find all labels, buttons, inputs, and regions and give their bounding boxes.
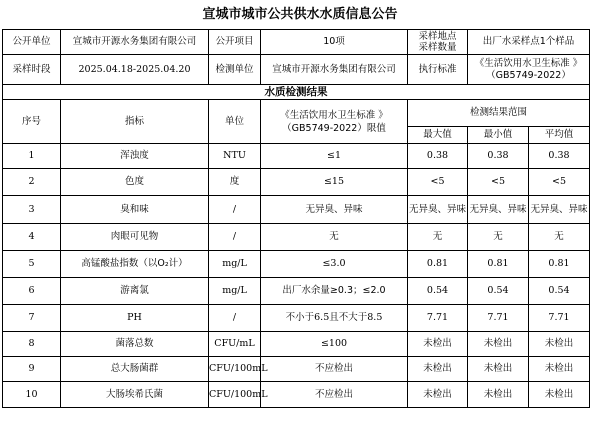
header-seq: 序号 — [3, 100, 61, 144]
row-limit: ≤15 — [261, 169, 408, 196]
row-unit: 度 — [209, 169, 261, 196]
header-standard — [261, 100, 408, 144]
info-value-period: 2025.04.18-2025.04.20 — [61, 55, 209, 85]
table-row — [3, 357, 590, 382]
table-row — [3, 169, 590, 196]
row-min: 未检出 — [468, 357, 529, 382]
row-limit: 不小于6.5且不大于8.5 — [261, 305, 408, 332]
table-row — [3, 305, 590, 332]
row-seq: 4 — [3, 224, 61, 251]
table-row — [3, 278, 590, 305]
info-label-lab: 检测单位 — [209, 55, 261, 85]
header-row-1 — [3, 100, 590, 127]
row-unit: mg/L — [209, 251, 261, 278]
header-indicator: 指标 — [61, 100, 209, 144]
row-unit: CFU/mL — [209, 332, 261, 357]
row-max: 未检出 — [408, 382, 468, 408]
row-limit: 不应检出 — [261, 382, 408, 408]
page-title: 宣城市城市公共供水水质信息公告 — [202, 7, 398, 22]
info-value-standard-text: 《生活饮用水卫生标准 》 （GB5749-2022） — [474, 57, 583, 81]
row-seq: 3 — [3, 196, 61, 224]
row-max: 7.71 — [408, 305, 468, 332]
info-label-sampling-site-text: 采样地点 采样数量 — [418, 31, 457, 53]
table-row — [3, 196, 590, 224]
header-avg: 平均值 — [529, 127, 590, 144]
row-min: 0.54 — [468, 278, 529, 305]
row-max: <5 — [408, 169, 468, 196]
row-avg: 7.71 — [529, 305, 590, 332]
table-row — [3, 332, 590, 357]
row-unit: / — [209, 305, 261, 332]
row-limit: 不应检出 — [261, 357, 408, 382]
row-unit: NTU — [209, 144, 261, 169]
row-min: 0.38 — [468, 144, 529, 169]
row-indicator: 色度 — [61, 169, 209, 196]
row-limit: 出厂水余量≥0.3；≤2.0 — [261, 278, 408, 305]
row-seq: 9 — [3, 357, 61, 382]
row-indicator: 总大肠菌群 — [61, 357, 209, 382]
row-max: 未检出 — [408, 357, 468, 382]
header-unit: 单位 — [209, 100, 261, 144]
header-min: 最小值 — [468, 127, 529, 144]
row-min: 无 — [468, 224, 529, 251]
info-value-items: 10项 — [261, 30, 408, 55]
row-avg: 0.54 — [529, 278, 590, 305]
row-avg: 未检出 — [529, 382, 590, 408]
row-seq: 8 — [3, 332, 61, 357]
info-label-items: 公开项目 — [209, 30, 261, 55]
row-indicator: 肉眼可见物 — [61, 224, 209, 251]
row-unit: CFU/100mL — [209, 357, 261, 382]
row-min: 7.71 — [468, 305, 529, 332]
row-max: 0.54 — [408, 278, 468, 305]
row-limit: ≤1 — [261, 144, 408, 169]
info-row-period — [3, 55, 590, 85]
row-max: 无 — [408, 224, 468, 251]
row-avg: 未检出 — [529, 332, 590, 357]
row-seq: 7 — [3, 305, 61, 332]
info-value-standard — [468, 55, 590, 85]
section-row — [3, 85, 590, 100]
row-seq: 2 — [3, 169, 61, 196]
row-min: <5 — [468, 169, 529, 196]
row-min: 0.81 — [468, 251, 529, 278]
row-indicator: 浑浊度 — [61, 144, 209, 169]
row-avg: 0.38 — [529, 144, 590, 169]
row-seq: 1 — [3, 144, 61, 169]
row-min: 未检出 — [468, 332, 529, 357]
info-label-publisher: 公开单位 — [3, 30, 61, 55]
info-value-publisher: 宣城市开源水务集团有限公司 — [61, 30, 209, 55]
row-unit: / — [209, 196, 261, 224]
row-max: 无异臭、异味 — [408, 196, 468, 224]
header-range: 检测结果范围 — [408, 100, 590, 127]
row-min: 未检出 — [468, 382, 529, 408]
row-limit: 无 — [261, 224, 408, 251]
row-seq: 10 — [3, 382, 61, 408]
table-row — [3, 144, 590, 169]
row-avg: 未检出 — [529, 357, 590, 382]
row-limit: ≤100 — [261, 332, 408, 357]
row-indicator: 游离氯 — [61, 278, 209, 305]
row-seq: 5 — [3, 251, 61, 278]
row-max: 未检出 — [408, 332, 468, 357]
table-row — [3, 224, 590, 251]
row-avg: 无 — [529, 224, 590, 251]
row-indicator: 高锰酸盐指数（以O₂计） — [61, 251, 209, 278]
row-avg: 0.81 — [529, 251, 590, 278]
row-max: 0.38 — [408, 144, 468, 169]
info-row-publisher — [3, 30, 590, 55]
row-unit: mg/L — [209, 278, 261, 305]
water-quality-table — [2, 29, 590, 408]
header-max: 最大值 — [408, 127, 468, 144]
row-avg: <5 — [529, 169, 590, 196]
row-seq: 6 — [3, 278, 61, 305]
row-limit: ≤3.0 — [261, 251, 408, 278]
info-label-sampling-site — [408, 30, 468, 55]
row-indicator: 菌落总数 — [61, 332, 209, 357]
row-indicator: PH — [61, 305, 209, 332]
info-value-lab: 宣城市开源水务集团有限公司 — [261, 55, 408, 85]
row-indicator: 臭和味 — [61, 196, 209, 224]
section-title: 水质检测结果 — [3, 85, 590, 100]
table-row — [3, 251, 590, 278]
row-indicator: 大肠埃希氏菌 — [61, 382, 209, 408]
table-row — [3, 382, 590, 408]
info-label-standard: 执行标准 — [408, 55, 468, 85]
info-label-period: 采样时段 — [3, 55, 61, 85]
row-avg: 无异臭、异味 — [529, 196, 590, 224]
row-max: 0.81 — [408, 251, 468, 278]
info-value-sampling-site: 出厂水采样点1个样品 — [468, 30, 590, 55]
header-standard-text: 《生活饮用水卫生标准 》 （GB5749-2022）限值 — [280, 109, 388, 134]
row-limit: 无异臭、异味 — [261, 196, 408, 224]
row-unit: CFU/100mL — [209, 382, 261, 408]
row-min: 无异臭、异味 — [468, 196, 529, 224]
row-unit: / — [209, 224, 261, 251]
